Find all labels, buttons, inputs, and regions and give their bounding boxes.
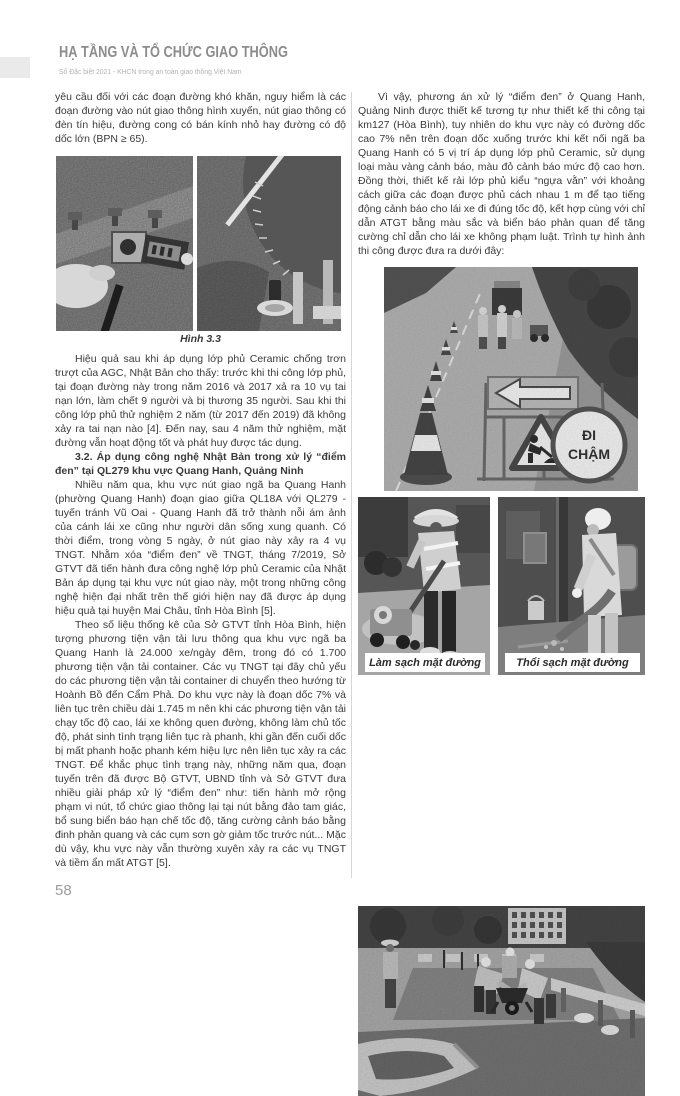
body-text: Vì vậy, phương án xử lý “điểm đen” ở Quang Hanh, Quảng Ninh được thiết kế tương tự như thiết kế thi công tại km127 (Hòa Bình), tuy nhiên do khu vực này có đường dốc cao 7% nên trên đoạn dốc xuống trước khi kết nối ngã ba Quang Hanh có 5 vị trí áp dụng lớp phủ Ceramic, sử dụng loại màu vàng cảnh báo, màu đỏ cảnh báo mức độ cao hơn. Đồng thời, thiết kế rải lớp phủ kiểu “ngựa vằn” với khoảng cách giữa các đoạn được phủ cách nhau 1 m để tạo tiếng động cảnh báo cho lái xe đi đúng tốc độ, kết hợp cùng với chỉ dẫn ATGT bằng màu sắc và biển báo phản quan để tăng cường chỉ dẫn cho lái xe không phạm luật. Trình tự hình ảnh thi công được đưa ra dưới đây: xyxy=(358,91,645,257)
roadworks-sign-photo xyxy=(384,267,638,491)
surface-blowing-illustration xyxy=(498,497,645,675)
surface-cleaning-photo xyxy=(358,497,490,675)
section-title: HẠ TẦNG VÀ TỔ CHỨC GIAO THÔNG xyxy=(59,44,288,61)
right-column-paragraph-1 xyxy=(358,90,645,258)
body-text: Nhiều năm qua, khu vực nút giao ngã ba Quang Hanh (phường Quang Hanh) đoạn giao giữa QL18A với QL279 - tuyến tránh Vũ Oai - Quang Hanh đã trở thành nỗi ám ảnh của cánh lái xe cũng như người dân sống xung quanh. Có thời điểm, trong vòng 5 ngày, ở nút giao này xảy ra 4 vụ TNGT. Nhằm xóa “điểm đen” về TNGT, tháng 7/2019, Sở GTVT đã tiến hành đưa công nghệ lớp phủ Ceramic của Nhật Bản áp dụng tại khu vực nút giao này, một trong những công nghệ hiện đại nhất trên thế giới hiện nay đã được áp dụng hiệu quả tại huyện Mai Châu, tỉnh Hòa Bình [5]. xyxy=(55,479,346,617)
surface-cleaning-illustration xyxy=(358,497,490,675)
figure-3-3-caption: Hình 3.3 xyxy=(180,333,221,345)
section-heading-3-2: 3.2. Áp dụng công nghệ Nhật Bản trong xử lý “điểm đen” tại QL279 khu vực Quang Hanh, Quảng Ninh xyxy=(55,451,346,477)
photo-caption-clean: Làm sạch mặt đường xyxy=(365,653,485,672)
construction-steps-photos xyxy=(358,497,645,675)
coating-application-illustration xyxy=(358,906,645,1096)
figure-3-3-left-photo xyxy=(56,156,193,331)
roadworks-illustration xyxy=(384,267,638,491)
surface-blowing-photo xyxy=(498,497,645,675)
column-divider xyxy=(351,92,352,878)
header-accent-bar xyxy=(0,57,30,78)
journal-subtitle: Số Đặc biệt 2021 - KHCN trong an toàn giao thông Việt Nam xyxy=(59,69,242,76)
page-number: 58 xyxy=(55,882,72,899)
pendulum-tester-illustration xyxy=(197,156,341,331)
left-column-paragraph-1 xyxy=(55,90,346,146)
coating-application-photo xyxy=(358,906,645,1096)
photo-caption-blow: Thổi sạch mặt đường xyxy=(505,653,640,672)
asphalt-tester-illustration xyxy=(56,156,193,331)
sign-text-line1: ĐI xyxy=(582,427,596,443)
left-column-text-block xyxy=(55,352,346,870)
body-text: yêu cầu đối với các đoạn đường khó khăn, nguy hiểm là các đoạn đường vào nút giao thông hình xuyến, nút giao thông có đèn tín hiệu, đường cong có bán kính nhỏ hay đường có độ dốc lớn (BPN ≥ 65). xyxy=(55,91,346,145)
sign-text-line2: CHẬM xyxy=(568,446,610,462)
figure-3-3 xyxy=(56,156,345,331)
body-text: Theo số liệu thống kê của Sở GTVT tỉnh Hòa Bình, hiện tượng phương tiện vận tải lưu thông qua khu vực ngã ba Quang Hanh là 24.000 xe/ngày đêm, trong đó có 1.700 phương tiện vận tải container. Các vụ TNGT tại đây chủ yếu do các phương tiện vận tải container di chuyển theo hướng từ Hoành Bồ đến Cẩm Phả. Do khu vực này là đoạn dốc 7% và liên tục trên chiều dài 1.745 m nên khi các phương tiện vận tải chạy tốc độ cao, lái xe không quen đường, không làm chủ tốc độ, phát sinh tình trạng liên tục rà phanh, khi gần đến cuối dốc bị mất phanh hoặc phanh kém hiệu lực nên liên tục xảy ra các TNGT. Để khắc phục tình trạng này, những năm qua, đoạn tuyến trên đã được Bộ GTVT, UBND tỉnh và Sở GTVT đưa nhiều giải pháp xử lý “điểm đen” như: tiến hành mở rộng phạm vi nút, tổ chức giao thông lại tại nút bằng đảo tam giác, bổ sung biển báo hạn chế tốc độ, tăng cường cảnh báo bằng đinh phản quang và các cụm sơn gờ giảm tốc trước nút... Mặc dù vậy, khu vực này vẫn thường xuyên xảy ra các vụ TNGT và tiềm ẩn mất ATGT [5]. xyxy=(55,619,346,869)
figure-3-3-right-photo xyxy=(197,156,341,331)
body-text: Hiệu quả sau khi áp dụng lớp phủ Ceramic chống trơn trượt của AGC, Nhật Bản cho thấy: trước khi thi công lớp phủ, tại đoạn đường này trong năm 2016 và 2017 xả ra 10 vụ tai nạn lớn, làm chết 9 người và bị thương 35 người. Sau khi thi công lớp phủ thử nghiệm 2 năm (từ 2017 đến 2019) đã không xảy ra tai nạn nào [4]. Đến nay, sau 4 năm thử nghiệm, mặt đường vẫn hoạt động tốt và phát huy được tác dụng. xyxy=(55,353,346,449)
